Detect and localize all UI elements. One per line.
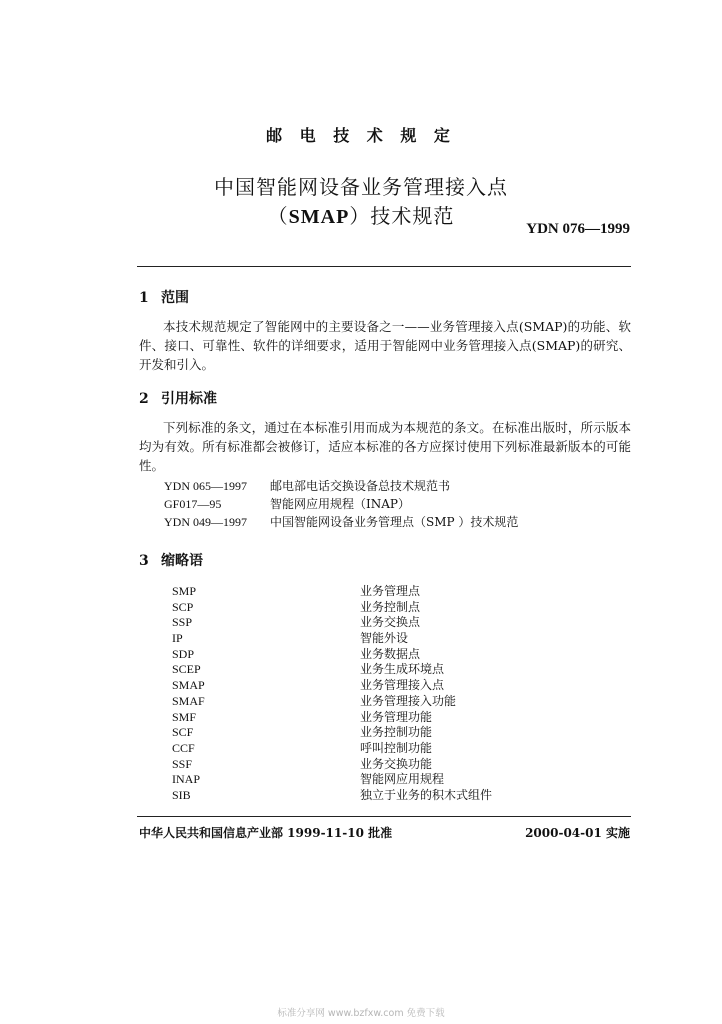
title-suffix: ）技术规范 [349,204,455,228]
abbreviation-item [172,584,492,600]
abbreviation-item [172,710,492,726]
abbreviation-item [172,757,492,773]
abbreviation-meaning: 业务交换功能 [360,756,433,771]
approval-statement: 中华人民共和国信息产业部 1999-11-10 批准 [139,826,393,840]
abbreviation-term: INAP [172,772,201,787]
header-divider [137,266,631,267]
abbreviation-term: SMAP [172,678,205,693]
abbreviation-term: CCF [172,740,195,755]
section-1-body: 本技术规范规定了智能网中的主要设备之一——业务管理接入点(SMAP)的功能、软件、接口、可靠性、软件的详细要求，适用于智能网中业务管理接入点(SMAP)的研究、开发和引入。 [139,319,631,372]
reference-title: 中国智能网设备业务管理点（SMP ）技术规范 [270,515,519,529]
abbreviation-meaning: 业务管理点 [360,584,421,598]
abbreviation-meaning: 业务控制功能 [360,725,433,740]
abbreviation-item [172,615,492,631]
abbreviation-meaning: 业务数据点 [360,646,421,661]
abbreviation-item [172,772,492,788]
footer-divider [137,816,631,817]
abbreviation-meaning: 业务控制点 [360,599,421,614]
abbreviation-term: SCP [172,599,194,614]
reference-code: YDN 065—1997 [164,479,247,493]
abbreviation-term: SMP [172,584,197,598]
abbreviation-term: IP [172,631,183,646]
section-2-heading [139,388,217,408]
site-watermark: 标准分享网 www.bzfxw.com 免费下载 [277,1008,445,1019]
abbreviation-term: SSF [172,756,193,771]
section-3-heading [139,550,203,570]
abbreviation-meaning: 业务交换点 [360,615,421,630]
reference-list [164,477,518,531]
abbreviation-item [172,662,492,678]
reference-item [164,513,518,531]
abbreviation-item [172,631,492,647]
abbreviation-item [172,647,492,663]
section-number: 1 [139,290,149,306]
abbreviation-term: SSP [172,615,193,630]
title-paren-open: （ [267,204,289,228]
abbreviation-meaning: 业务管理功能 [360,709,433,724]
document-title-line1: 中国智能网设备业务管理接入点 [214,175,508,199]
section-title: 引用标准 [161,391,217,407]
reference-code: GF017—95 [164,497,222,511]
section-2-body: 下列标准的条文，通过在本标准引用而成为本规范的条文。在标准出版时，所示版本均为有效。所有标准都会被修订，适应本标准的各方应探讨使用下列标准最新版本的可能性。 [139,420,631,473]
section-1-heading [139,287,189,307]
reference-code: YDN 049—1997 [164,515,247,529]
section-title: 缩略语 [161,553,203,569]
section-title: 范围 [161,290,189,306]
abbreviation-list [172,584,492,804]
abbreviation-meaning: 呼叫控制功能 [360,740,433,755]
abbreviation-meaning: 业务生成环境点 [360,662,445,677]
section-number: 3 [139,553,149,569]
abbreviation-term: SMF [172,709,197,724]
reference-item [164,477,518,495]
document-category: 邮 电 技 术 规 定 [266,126,456,145]
abbreviation-meaning: 业务管理接入功能 [360,693,457,708]
reference-item [164,495,518,513]
abbreviation-term: SIB [172,787,191,802]
title-acronym: SMAP [288,206,350,228]
reference-title: 邮电部电话交换设备总技术规范书 [270,479,451,493]
abbreviation-meaning: 业务管理接入点 [360,678,445,693]
abbreviation-term: SMAF [172,693,205,708]
abbreviation-item [172,788,492,804]
standard-number: YDN 076—1999 [526,221,630,237]
abbreviation-meaning: 智能网应用规程 [360,772,445,787]
abbreviation-item [172,694,492,710]
abbreviation-meaning: 独立于业务的积木式组件 [360,787,493,802]
reference-title: 智能网应用规程（INAP） [270,497,410,511]
abbreviation-meaning: 智能外设 [360,631,409,646]
abbreviation-item [172,725,492,741]
section-number: 2 [139,391,149,407]
abbreviation-item [172,741,492,757]
effective-date: 2000-04-01 实施 [525,826,630,840]
abbreviation-term: SCEP [172,662,201,677]
abbreviation-term: SDP [172,646,195,661]
abbreviation-item [172,600,492,616]
abbreviation-term: SCF [172,725,194,740]
abbreviation-item [172,678,492,694]
